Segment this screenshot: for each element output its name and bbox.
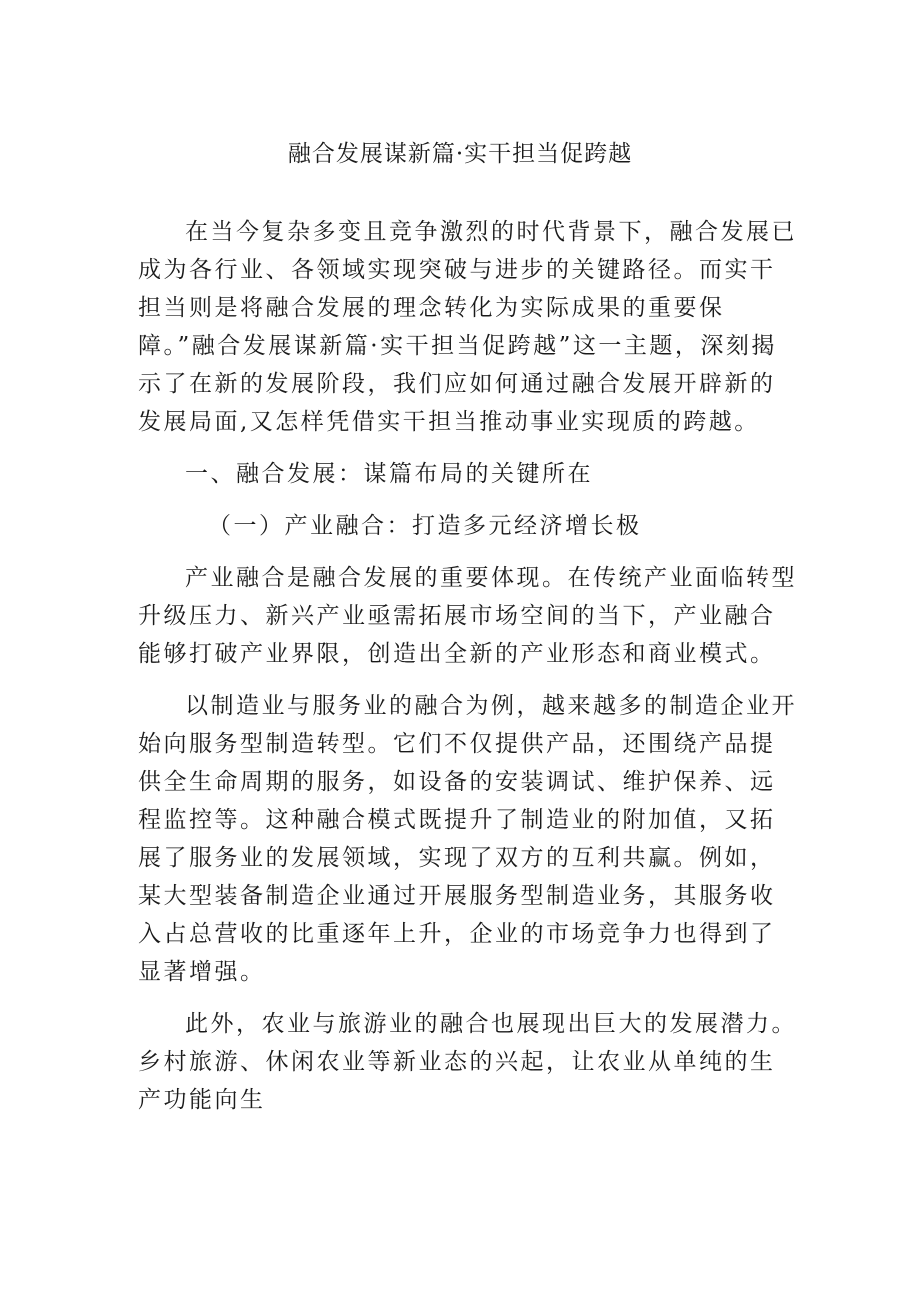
body-paragraph-agriculture: 此外，农业与旅游业的融合也展现出巨大的发展潜力。乡村旅游、休闲农业等新业态的兴起，让农业从单纯的生产功能向生 bbox=[138, 1011, 797, 1113]
intro-paragraph: 在当今复杂多变且竞争激烈的时代背景下，融合发展已成为各行业、各领域实现突破与进步的关键路径。而实干担当则是将融合发展的理念转化为实际成果的重要保障。”融合发展谋新篇·实干担当促跨越”这一主题，深刻揭示了在新的发展阶段，我们应如何通过融合发展开辟新的发展局面,又怎样凭借实干担当推动事业实现质的跨越。 bbox=[138, 219, 797, 435]
body-paragraph-manufacturing: 以制造业与服务业的融合为例，越来越多的制造企业开始向服务型制造转型。它们不仅提供产品，还围绕产品提供全生命周期的服务，如设备的安装调试、维护保养、远程监控等。这种融合模式既提升了制造业的附加值，又拓展了服务业的发展领域，实现了双方的互利共赢。例如，某大型装备制造企业通过开展服务型制造业务，其服务收入占总营收的比重逐年上升，企业的市场竞争力也得到了显著增强。 bbox=[138, 693, 797, 985]
document-title: 融合发展谋新篇·实干担当促跨越 bbox=[287, 141, 633, 167]
document-body bbox=[138, 213, 798, 1133]
body-paragraph-industry: 产业融合是融合发展的重要体现。在传统产业面临转型升级压力、新兴产业亟需拓展市场空间的当下，产业融合能够打破产业界限，创造出全新的产业形态和商业模式。 bbox=[138, 565, 797, 667]
subsection-heading-1: （一）产业融合：打造多元经济增长极 bbox=[208, 513, 642, 539]
section-heading-1: 一、融合发展：谋篇布局的关键所在 bbox=[185, 461, 593, 487]
